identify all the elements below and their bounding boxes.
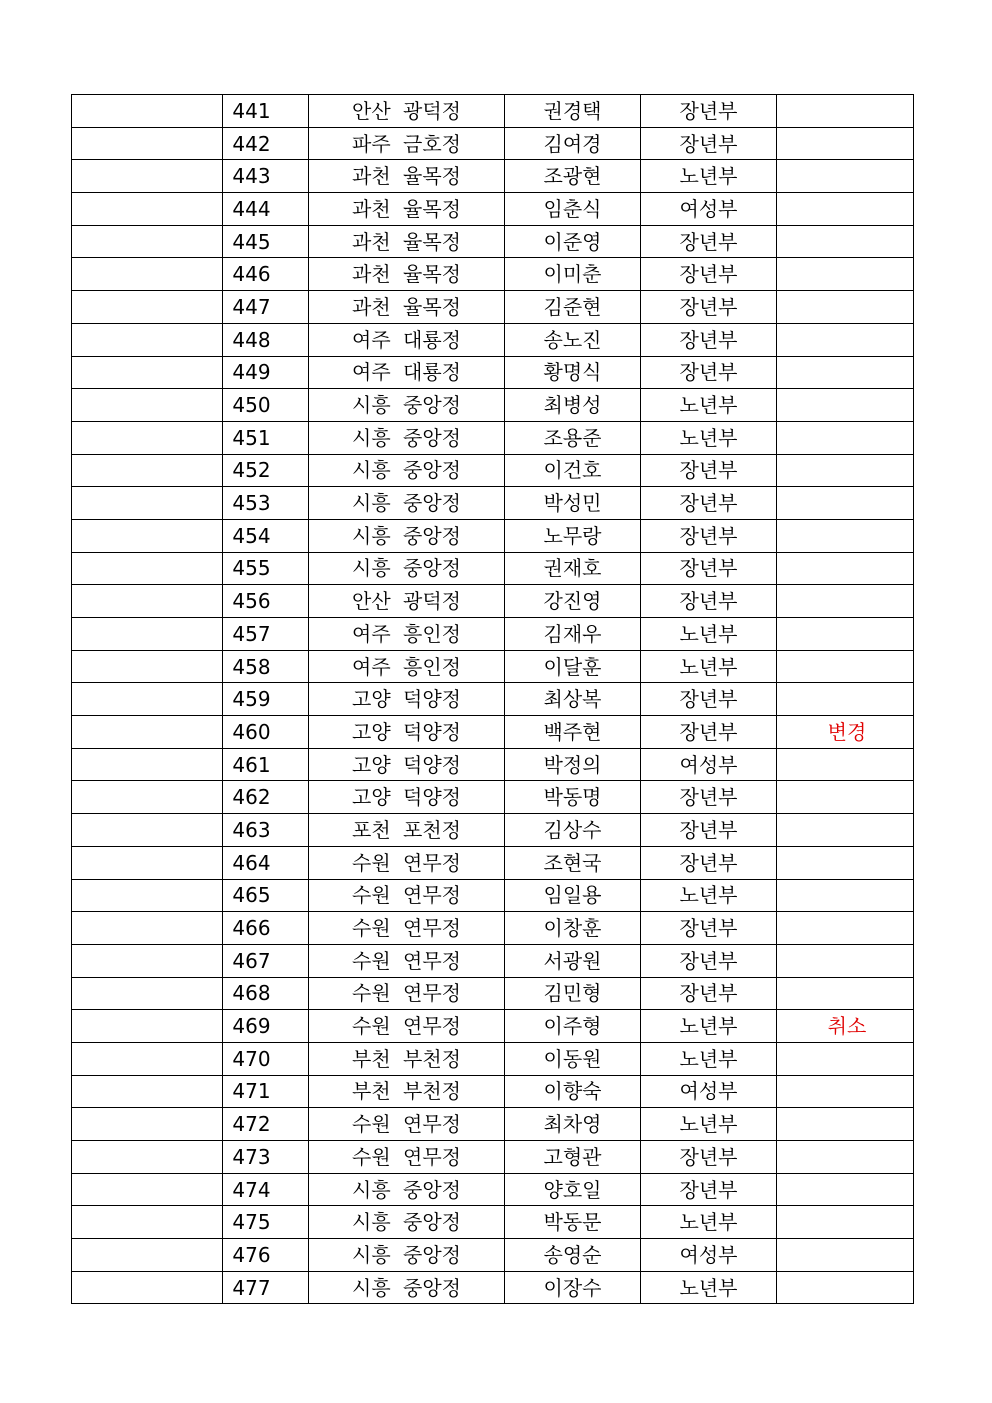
note-cell [777, 1141, 914, 1174]
note-cell [777, 127, 914, 160]
name-cell: 서광원 [505, 944, 641, 977]
note-cell [777, 1206, 914, 1239]
table-row [72, 977, 914, 1010]
entry-number-cell: 461 [223, 748, 309, 781]
division-cell: 여성부 [641, 193, 777, 226]
name-cell: 이달훈 [505, 650, 641, 683]
table-row [72, 127, 914, 160]
name-cell: 이미춘 [505, 258, 641, 291]
blank-cell [72, 1141, 223, 1174]
club-cell: 시흥 중앙정 [309, 1239, 505, 1272]
note-cell [777, 748, 914, 781]
name-cell: 조용준 [505, 421, 641, 454]
table-row [72, 454, 914, 487]
note-cell [777, 225, 914, 258]
entry-number-cell: 476 [223, 1239, 309, 1272]
blank-cell [72, 160, 223, 193]
blank-cell [72, 127, 223, 160]
note-cell: 취소 [777, 1010, 914, 1043]
division-cell: 장년부 [641, 846, 777, 879]
division-cell: 장년부 [641, 356, 777, 389]
name-cell: 김재우 [505, 618, 641, 651]
name-cell: 송노진 [505, 323, 641, 356]
note-cell [777, 552, 914, 585]
table-row [72, 1042, 914, 1075]
club-cell: 수원 연무정 [309, 1010, 505, 1043]
blank-cell [72, 454, 223, 487]
entry-number-cell: 444 [223, 193, 309, 226]
name-cell: 김여경 [505, 127, 641, 160]
entry-number-cell: 445 [223, 225, 309, 258]
note-cell [777, 1271, 914, 1304]
blank-cell [72, 1206, 223, 1239]
blank-cell [72, 291, 223, 324]
table-row [72, 552, 914, 585]
club-cell: 과천 율목정 [309, 291, 505, 324]
roster-table [71, 94, 914, 1304]
blank-cell [72, 1108, 223, 1141]
division-cell: 장년부 [641, 225, 777, 258]
entry-number-cell: 472 [223, 1108, 309, 1141]
note-cell [777, 618, 914, 651]
note-cell [777, 258, 914, 291]
table-row [72, 846, 914, 879]
club-cell: 고양 덕양정 [309, 781, 505, 814]
name-cell: 김민형 [505, 977, 641, 1010]
name-cell: 권재호 [505, 552, 641, 585]
blank-cell [72, 944, 223, 977]
table-row [72, 1173, 914, 1206]
note-cell [777, 781, 914, 814]
table-row [72, 683, 914, 716]
club-cell: 여주 흥인정 [309, 618, 505, 651]
club-cell: 수원 연무정 [309, 912, 505, 945]
division-cell: 여성부 [641, 1239, 777, 1272]
table-row [72, 814, 914, 847]
blank-cell [72, 95, 223, 128]
note-cell [777, 585, 914, 618]
division-cell: 장년부 [641, 683, 777, 716]
club-cell: 여주 대룡정 [309, 323, 505, 356]
club-cell: 안산 광덕정 [309, 585, 505, 618]
entry-number-cell: 471 [223, 1075, 309, 1108]
note-cell [777, 454, 914, 487]
note-cell: 변경 [777, 716, 914, 749]
entry-number-cell: 477 [223, 1271, 309, 1304]
table-row [72, 258, 914, 291]
table-row [72, 225, 914, 258]
table-row [72, 193, 914, 226]
name-cell: 강진영 [505, 585, 641, 618]
division-cell: 장년부 [641, 944, 777, 977]
table-row [72, 1108, 914, 1141]
entry-number-cell: 442 [223, 127, 309, 160]
division-cell: 장년부 [641, 977, 777, 1010]
club-cell: 수원 연무정 [309, 846, 505, 879]
division-cell: 여성부 [641, 748, 777, 781]
name-cell: 박동명 [505, 781, 641, 814]
blank-cell [72, 977, 223, 1010]
name-cell: 최상복 [505, 683, 641, 716]
entry-number-cell: 474 [223, 1173, 309, 1206]
division-cell: 장년부 [641, 1173, 777, 1206]
club-cell: 시흥 중앙정 [309, 1206, 505, 1239]
blank-cell [72, 389, 223, 422]
entry-number-cell: 449 [223, 356, 309, 389]
note-cell [777, 1173, 914, 1206]
note-cell [777, 323, 914, 356]
table-row [72, 944, 914, 977]
blank-cell [72, 225, 223, 258]
club-cell: 과천 율목정 [309, 225, 505, 258]
blank-cell [72, 846, 223, 879]
entry-number-cell: 451 [223, 421, 309, 454]
club-cell: 안산 광덕정 [309, 95, 505, 128]
blank-cell [72, 487, 223, 520]
entry-number-cell: 465 [223, 879, 309, 912]
blank-cell [72, 258, 223, 291]
club-cell: 과천 율목정 [309, 193, 505, 226]
name-cell: 이향숙 [505, 1075, 641, 1108]
name-cell: 박동문 [505, 1206, 641, 1239]
table-row [72, 95, 914, 128]
club-cell: 시흥 중앙정 [309, 421, 505, 454]
name-cell: 이준영 [505, 225, 641, 258]
division-cell: 노년부 [641, 1108, 777, 1141]
name-cell: 이주형 [505, 1010, 641, 1043]
note-cell [777, 650, 914, 683]
division-cell: 노년부 [641, 879, 777, 912]
table-row [72, 1206, 914, 1239]
division-cell: 노년부 [641, 618, 777, 651]
table-row [72, 1075, 914, 1108]
name-cell: 박성민 [505, 487, 641, 520]
name-cell: 이장수 [505, 1271, 641, 1304]
table-row [72, 487, 914, 520]
blank-cell [72, 552, 223, 585]
name-cell: 고형관 [505, 1141, 641, 1174]
table-row [72, 1239, 914, 1272]
note-cell [777, 846, 914, 879]
name-cell: 이창훈 [505, 912, 641, 945]
note-cell [777, 421, 914, 454]
entry-number-cell: 473 [223, 1141, 309, 1174]
division-cell: 여성부 [641, 1075, 777, 1108]
division-cell: 노년부 [641, 1271, 777, 1304]
entry-number-cell: 450 [223, 389, 309, 422]
name-cell: 김준현 [505, 291, 641, 324]
club-cell: 수원 연무정 [309, 944, 505, 977]
blank-cell [72, 1075, 223, 1108]
entry-number-cell: 455 [223, 552, 309, 585]
table-row [72, 912, 914, 945]
division-cell: 장년부 [641, 127, 777, 160]
note-cell [777, 291, 914, 324]
club-cell: 고양 덕양정 [309, 748, 505, 781]
note-cell [777, 487, 914, 520]
table-row [72, 519, 914, 552]
entry-number-cell: 447 [223, 291, 309, 324]
division-cell: 노년부 [641, 1206, 777, 1239]
name-cell: 최병성 [505, 389, 641, 422]
club-cell: 시흥 중앙정 [309, 1271, 505, 1304]
club-cell: 수원 연무정 [309, 1108, 505, 1141]
division-cell: 장년부 [641, 1141, 777, 1174]
blank-cell [72, 618, 223, 651]
entry-number-cell: 457 [223, 618, 309, 651]
blank-cell [72, 1173, 223, 1206]
note-cell [777, 683, 914, 716]
note-cell [777, 519, 914, 552]
division-cell: 장년부 [641, 814, 777, 847]
note-cell [777, 977, 914, 1010]
name-cell: 백주현 [505, 716, 641, 749]
division-cell: 노년부 [641, 389, 777, 422]
blank-cell [72, 421, 223, 454]
club-cell: 여주 흥인정 [309, 650, 505, 683]
club-cell: 과천 율목정 [309, 160, 505, 193]
table-row [72, 356, 914, 389]
club-cell: 시흥 중앙정 [309, 454, 505, 487]
table-row [72, 585, 914, 618]
blank-cell [72, 748, 223, 781]
club-cell: 시흥 중앙정 [309, 487, 505, 520]
name-cell: 이건호 [505, 454, 641, 487]
club-cell: 시흥 중앙정 [309, 1173, 505, 1206]
blank-cell [72, 1010, 223, 1043]
club-cell: 시흥 중앙정 [309, 389, 505, 422]
division-cell: 장년부 [641, 912, 777, 945]
table-row [72, 781, 914, 814]
club-cell: 파주 금호정 [309, 127, 505, 160]
name-cell: 조광현 [505, 160, 641, 193]
note-cell [777, 160, 914, 193]
division-cell: 노년부 [641, 160, 777, 193]
entry-number-cell: 448 [223, 323, 309, 356]
table-row [72, 421, 914, 454]
table-row [72, 716, 914, 749]
blank-cell [72, 781, 223, 814]
entry-number-cell: 441 [223, 95, 309, 128]
entry-number-cell: 466 [223, 912, 309, 945]
note-cell [777, 1239, 914, 1272]
note-cell [777, 389, 914, 422]
blank-cell [72, 1042, 223, 1075]
entry-number-cell: 459 [223, 683, 309, 716]
name-cell: 김상수 [505, 814, 641, 847]
blank-cell [72, 716, 223, 749]
blank-cell [72, 912, 223, 945]
blank-cell [72, 879, 223, 912]
note-cell [777, 1108, 914, 1141]
table-row [72, 650, 914, 683]
note-cell [777, 912, 914, 945]
blank-cell [72, 1271, 223, 1304]
blank-cell [72, 650, 223, 683]
club-cell: 과천 율목정 [309, 258, 505, 291]
entry-number-cell: 470 [223, 1042, 309, 1075]
table-row [72, 879, 914, 912]
note-cell [777, 193, 914, 226]
division-cell: 노년부 [641, 1042, 777, 1075]
club-cell: 고양 덕양정 [309, 716, 505, 749]
blank-cell [72, 193, 223, 226]
entry-number-cell: 456 [223, 585, 309, 618]
entry-number-cell: 462 [223, 781, 309, 814]
name-cell: 양호일 [505, 1173, 641, 1206]
name-cell: 조현국 [505, 846, 641, 879]
name-cell: 이동원 [505, 1042, 641, 1075]
club-cell: 부천 부천정 [309, 1042, 505, 1075]
table-row [72, 291, 914, 324]
club-cell: 시흥 중앙정 [309, 519, 505, 552]
entry-number-cell: 469 [223, 1010, 309, 1043]
blank-cell [72, 356, 223, 389]
club-cell: 여주 대룡정 [309, 356, 505, 389]
note-cell [777, 1075, 914, 1108]
club-cell: 시흥 중앙정 [309, 552, 505, 585]
division-cell: 장년부 [641, 519, 777, 552]
blank-cell [72, 585, 223, 618]
entry-number-cell: 468 [223, 977, 309, 1010]
club-cell: 부천 부천정 [309, 1075, 505, 1108]
entry-number-cell: 463 [223, 814, 309, 847]
name-cell: 황명식 [505, 356, 641, 389]
table-row [72, 1010, 914, 1043]
entry-number-cell: 446 [223, 258, 309, 291]
note-cell [777, 356, 914, 389]
division-cell: 장년부 [641, 95, 777, 128]
entry-number-cell: 443 [223, 160, 309, 193]
table-row [72, 323, 914, 356]
division-cell: 장년부 [641, 454, 777, 487]
table-row [72, 389, 914, 422]
division-cell: 장년부 [641, 258, 777, 291]
blank-cell [72, 519, 223, 552]
note-cell [777, 944, 914, 977]
entry-number-cell: 452 [223, 454, 309, 487]
blank-cell [72, 814, 223, 847]
table-row [72, 748, 914, 781]
entry-number-cell: 453 [223, 487, 309, 520]
division-cell: 노년부 [641, 650, 777, 683]
club-cell: 수원 연무정 [309, 977, 505, 1010]
name-cell: 노무랑 [505, 519, 641, 552]
entry-number-cell: 460 [223, 716, 309, 749]
note-cell [777, 1042, 914, 1075]
note-cell [777, 814, 914, 847]
entry-number-cell: 467 [223, 944, 309, 977]
club-cell: 포천 포천정 [309, 814, 505, 847]
division-cell: 장년부 [641, 291, 777, 324]
name-cell: 최차영 [505, 1108, 641, 1141]
division-cell: 장년부 [641, 323, 777, 356]
name-cell: 임일용 [505, 879, 641, 912]
name-cell: 임춘식 [505, 193, 641, 226]
division-cell: 장년부 [641, 781, 777, 814]
table-row [72, 160, 914, 193]
blank-cell [72, 323, 223, 356]
division-cell: 장년부 [641, 552, 777, 585]
entry-number-cell: 464 [223, 846, 309, 879]
entry-number-cell: 454 [223, 519, 309, 552]
table-row [72, 1141, 914, 1174]
name-cell: 박정의 [505, 748, 641, 781]
blank-cell [72, 1239, 223, 1272]
division-cell: 노년부 [641, 421, 777, 454]
division-cell: 장년부 [641, 585, 777, 618]
division-cell: 장년부 [641, 487, 777, 520]
blank-cell [72, 683, 223, 716]
entry-number-cell: 475 [223, 1206, 309, 1239]
name-cell: 권경택 [505, 95, 641, 128]
table-row [72, 1271, 914, 1304]
table-row [72, 618, 914, 651]
club-cell: 고양 덕양정 [309, 683, 505, 716]
name-cell: 송영순 [505, 1239, 641, 1272]
division-cell: 노년부 [641, 1010, 777, 1043]
club-cell: 수원 연무정 [309, 1141, 505, 1174]
note-cell [777, 95, 914, 128]
entry-number-cell: 458 [223, 650, 309, 683]
club-cell: 수원 연무정 [309, 879, 505, 912]
note-cell [777, 879, 914, 912]
roster-table-body [72, 95, 914, 1304]
division-cell: 장년부 [641, 716, 777, 749]
